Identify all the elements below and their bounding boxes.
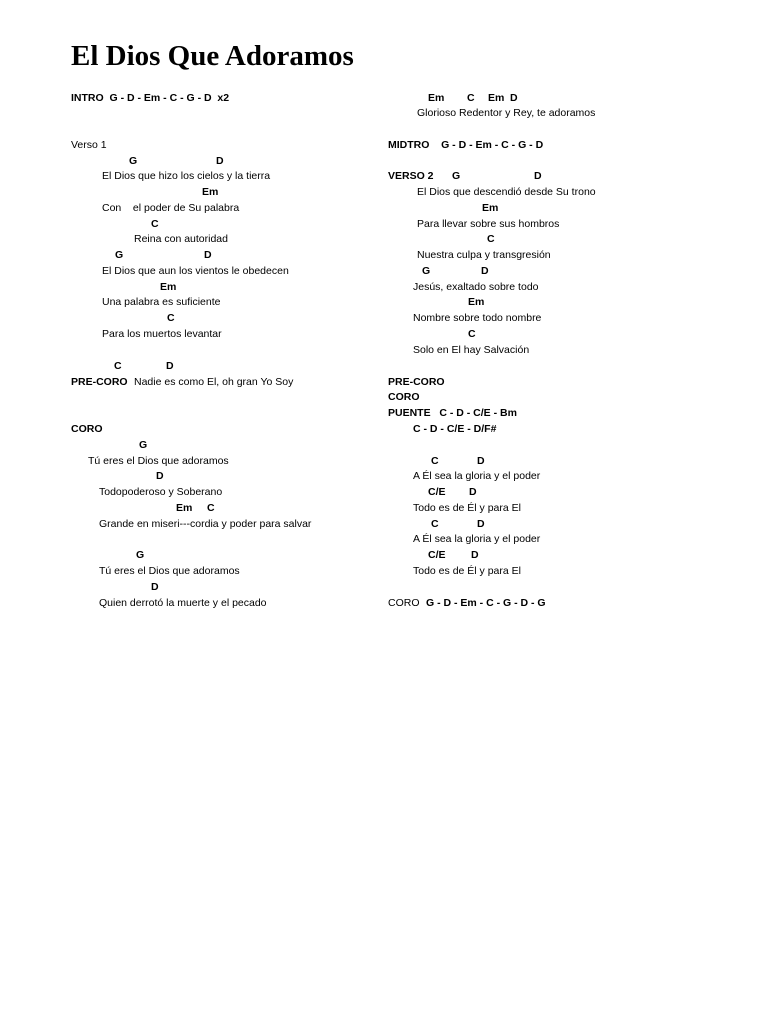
chord-or-section-label: C <box>487 233 495 245</box>
lyric-line: Jesús, exaltado sobre todo <box>413 281 539 293</box>
lyric-line: Tú eres el Dios que adoramos <box>99 565 240 577</box>
chord-or-section-label: D <box>477 518 485 530</box>
chord-or-section-label: C <box>468 328 476 340</box>
chord-or-section-label: Em <box>488 92 505 104</box>
chord-or-section-label: G <box>422 265 431 277</box>
chord-or-section-label: Em <box>482 202 499 214</box>
song-title: El Dios Que Adoramos <box>71 40 354 72</box>
chord-or-section-label: C <box>151 218 159 230</box>
chord-or-section-label: D <box>471 549 479 561</box>
lyric-line: Nadie es como El, oh gran Yo Soy <box>134 376 294 388</box>
lyric-line: Para los muertos levantar <box>102 328 222 340</box>
lyric-line: Glorioso Redentor y Rey, te adoramos <box>417 107 596 119</box>
lyric-line: Tú eres el Dios que adoramos <box>88 455 229 467</box>
chord-or-section-label: C <box>167 312 175 324</box>
lyric-line: El Dios que hizo los cielos y la tierra <box>102 170 271 182</box>
lyric-line: Todopoderoso y Soberano <box>99 486 223 498</box>
chord-or-section-label: D <box>216 155 224 167</box>
lyric-line: Nombre sobre todo nombre <box>413 312 542 324</box>
chord-or-section-label: C/E <box>428 486 446 498</box>
chord-or-section-label: D <box>156 470 164 482</box>
chord-or-section-label: G <box>129 155 138 167</box>
chord-or-section-label: D <box>166 360 174 372</box>
chord-or-section-label: G <box>115 249 124 261</box>
chord-or-section-label: PUENTE C - D - C/E - Bm <box>388 407 517 419</box>
chord-or-section-label: C <box>207 502 215 514</box>
lyric-line: A Él sea la gloria y el poder <box>413 533 541 545</box>
lyric-line: Verso 1 <box>71 139 107 151</box>
lyric-line: Solo en El hay Salvación <box>413 344 530 356</box>
chord-or-section-label: D <box>534 170 542 182</box>
chord-or-section-label: G <box>452 170 461 182</box>
chord-or-section-label: D <box>477 455 485 467</box>
chord-or-section-label: Em <box>202 186 219 198</box>
chord-or-section-label: CORO <box>388 391 420 403</box>
chord-or-section-label: C <box>467 92 475 104</box>
lyric-line: Todo es de Él y para El <box>413 502 521 514</box>
chord-or-section-label: G - D - Em - C - G - D - G <box>426 597 546 609</box>
chord-or-section-label: Em <box>468 296 485 308</box>
lyric-line: Quien derrotó la muerte y el pecado <box>99 597 267 609</box>
chord-or-section-label: VERSO 2 <box>388 170 434 182</box>
chord-or-section-label: D <box>510 92 518 104</box>
lyric-line: Para llevar sobre sus hombros <box>417 218 560 230</box>
lyric-line: Todo es de Él y para El <box>413 565 521 577</box>
chord-or-section-label: C - D - C/E - D/F# <box>413 423 497 435</box>
lyric-line: Una palabra es suficiente <box>102 296 221 308</box>
chord-or-section-label: Em <box>176 502 193 514</box>
lyric-line: CORO <box>388 597 420 609</box>
lyric-line: El Dios que aun los vientos le obedecen <box>102 265 289 277</box>
lyric-line: Nuestra culpa y transgresión <box>417 249 551 261</box>
lyric-line: El Dios que descendió desde Su trono <box>417 186 596 198</box>
lyric-line: Reina con autoridad <box>134 233 228 245</box>
chord-or-section-label: D <box>151 581 159 593</box>
chord-or-section-label: C <box>431 518 439 530</box>
chord-or-section-label: Em <box>160 281 177 293</box>
lyric-line: Con el poder de Su palabra <box>102 202 240 214</box>
chord-or-section-label: PRE-CORO <box>388 376 445 388</box>
lyric-line: Grande en miseri---cordia y poder para salvar <box>99 518 312 530</box>
chord-or-section-label: Em <box>428 92 445 104</box>
chord-or-section-label: C/E <box>428 549 446 561</box>
chord-or-section-label: G <box>136 549 145 561</box>
chord-or-section-label: D <box>204 249 212 261</box>
chord-or-section-label: D <box>481 265 489 277</box>
chord-or-section-label: G <box>139 439 148 451</box>
chord-or-section-label: MIDTRO G - D - Em - C - G - D <box>388 139 544 151</box>
chord-or-section-label: C <box>431 455 439 467</box>
chord-or-section-label: CORO <box>71 423 103 435</box>
lyric-line: A Él sea la gloria y el poder <box>413 470 541 482</box>
chord-or-section-label: INTRO G - D - Em - C - G - D x2 <box>71 92 230 104</box>
chord-or-section-label: C <box>114 360 122 372</box>
chord-or-section-label: D <box>469 486 477 498</box>
chord-or-section-label: PRE-CORO <box>71 376 128 388</box>
